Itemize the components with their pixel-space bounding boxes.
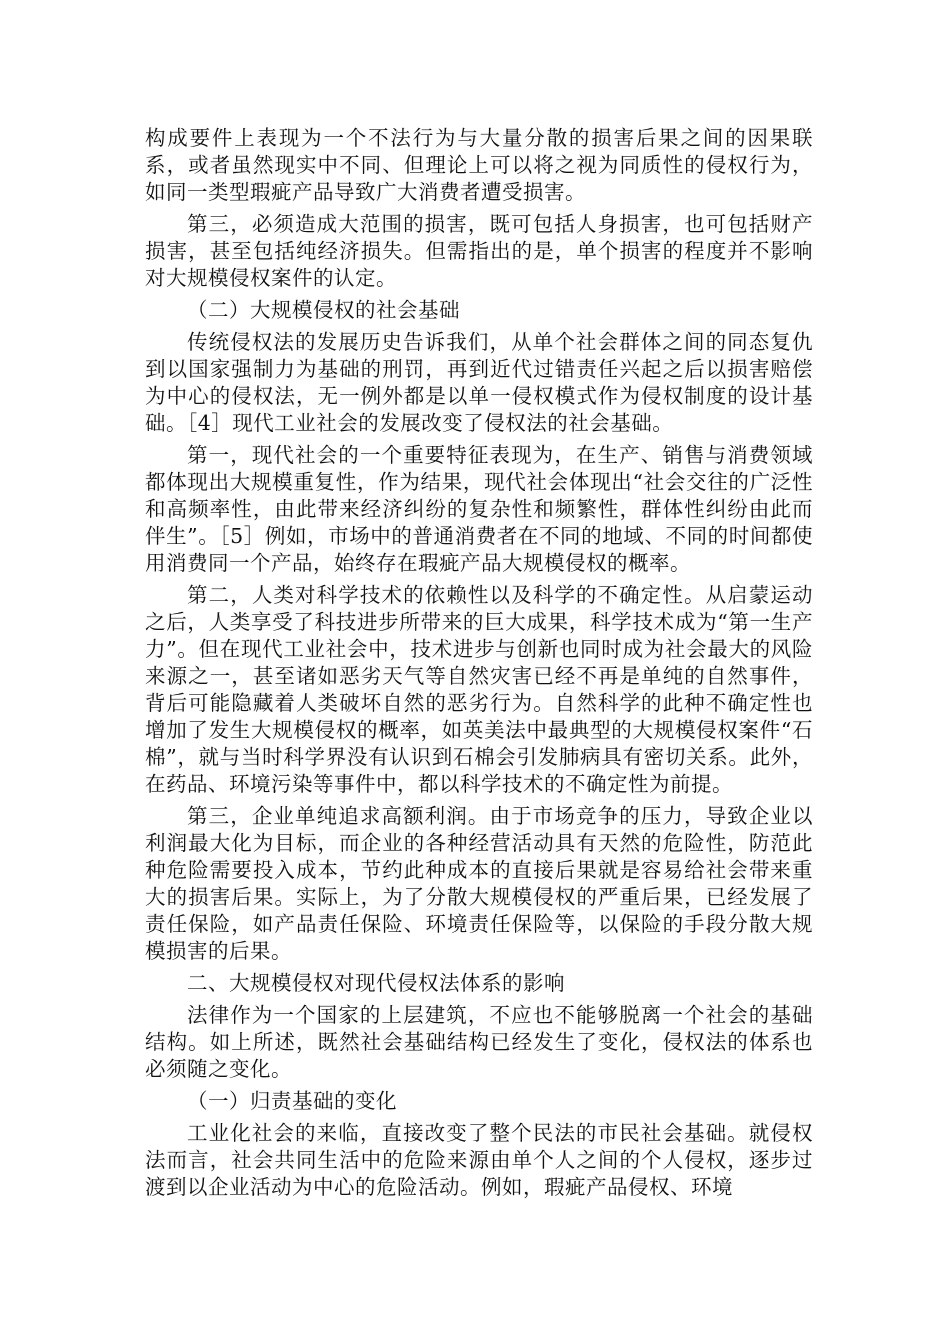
document-body	[145, 125, 813, 1206]
paragraph-first-feature: 第一，现代社会的一个重要特征表现为，在生产、销售与消费领域都体现出大规模重复性，作为结果，现代社会体现出“社会交往的广泛性和高频率性，由此带来经济纠纷的复杂性和频繁性，群体性纠纷由此而伴生”。［5］例如，市场中的普通消费者在不同的地域、不同的时间都使用消费同一个产品，始终存在瑕疵产品大规模侵权的概率。	[145, 443, 813, 575]
section-heading-impact: 二、大规模侵权对现代侵权法体系的影响	[187, 971, 565, 995]
paragraph-continuation: 构成要件上表现为一个不法行为与大量分散的损害后果之间的因果联系，或者虽然现实中不同、但理论上可以将之视为同质性的侵权行为，如同一类型瑕疵产品导致广大消费者遭受损害。	[145, 126, 813, 204]
paragraph-third-point-damage: 第三，必须造成大范围的损害，既可包括人身损害，也可包括财产损害，甚至包括纯经济损失。但需指出的是，单个损害的程度并不影响对大规模侵权案件的认定。	[145, 212, 813, 290]
paragraph-second-feature: 第二，人类对科学技术的依赖性以及科学的不确定性。从启蒙运动之后，人类享受了科技进步所带来的巨大成果，科学技术成为“第一生产力”。但在现代工业社会中，技术进步与创新也同时成为社会最大的风险来源之一，甚至诸如恶劣天气等自然灾害已经不再是单纯的自然事件，背后可能隐藏着人类破坏自然的恶劣行为。自然科学的此种不确定性也增加了发生大规模侵权的概率，如英美法中最典型的大规模侵权案件“石棉”，就与当时科学界没有认识到石棉会引发肺病具有密切关系。此外，在药品、环境污染等事件中，都以科学技术的不确定性为前提。	[145, 583, 813, 796]
paragraph-third-feature: 第三，企业单纯追求高额利润。由于市场竞争的压力，导致企业以利润最大化为目标，而企业的各种经营活动具有天然的危险性，防范此种危险需要投入成本，节约此种成本的直接后果就是容易给社会带来重大的损害后果。实际上，为了分散大规模侵权的严重后果，已经发展了责任保险，如产品责任保险、环境责任保险等，以保险的手段分散大规模损害的后果。	[145, 804, 813, 963]
paragraph-law-structure: 法律作为一个国家的上层建筑，不应也不能够脱离一个社会的基础结构。如上所述，既然社会基础结构已经发生了变化，侵权法的体系也必须随之变化。	[145, 1003, 813, 1081]
paragraph-industrial-society: 工业化社会的来临，直接改变了整个民法的市民社会基础。就侵权法而言，社会共同生活中的危险来源由单个人之间的个人侵权，逐步过渡到以企业活动为中心的危险活动。例如，瑕疵产品侵权、环境	[145, 1121, 813, 1199]
paragraph-history: 传统侵权法的发展历史告诉我们，从单个社会群体之间的同态复仇到以国家强制力为基础的刑罚，再到近代过错责任兴起之后以损害赔偿为中心的侵权法，无一例外都是以单一侵权模式作为侵权制度的设计基础。［4］现代工业社会的发展改变了侵权法的社会基础。	[145, 330, 813, 435]
section-heading-liability-basis: （一）归责基础的变化	[187, 1089, 397, 1113]
section-heading-social-basis: （二）大规模侵权的社会基础	[187, 298, 460, 322]
